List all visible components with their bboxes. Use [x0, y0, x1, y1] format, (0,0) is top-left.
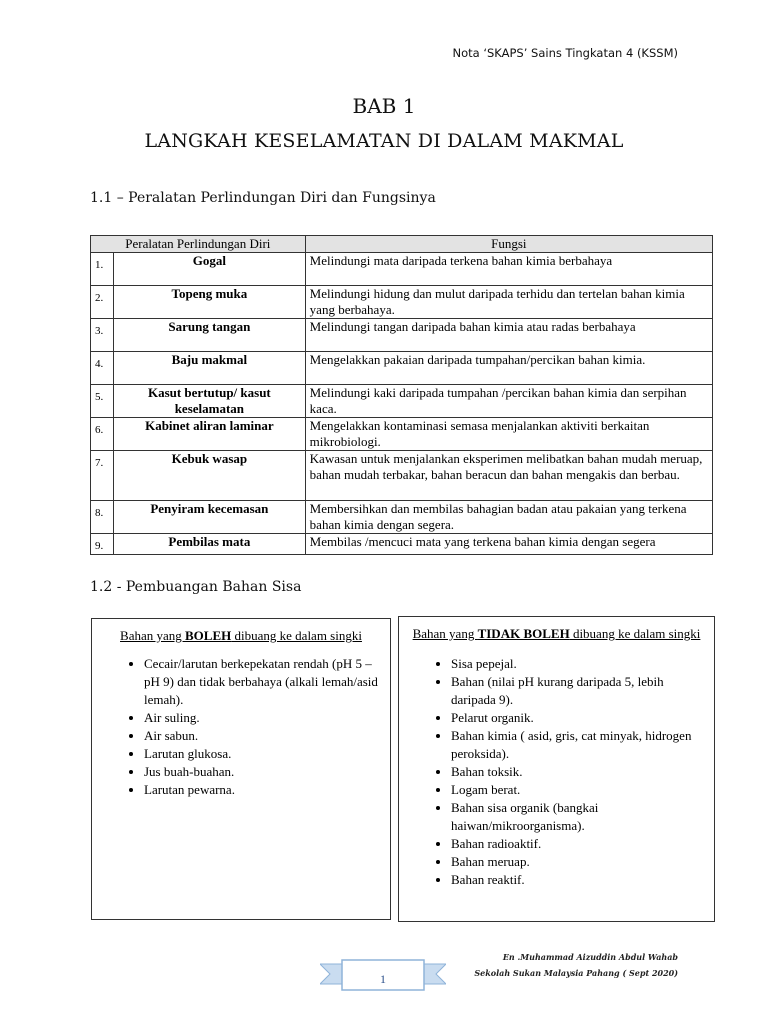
equipment-function: Kawasan untuk menjalankan eksperimen melibatkan bahan mudah meruap, bahan mudah terbakar, bahan beracun dan bahan mengakis dan berbau.	[305, 451, 712, 501]
section-heading-waste: 1.2 - Pembuangan Bahan Sisa	[90, 579, 302, 595]
equipment-name: Topeng muka	[114, 286, 306, 319]
table-row	[91, 418, 713, 451]
equipment-name: Kasut bertutup/ kasut keselamatan	[114, 385, 306, 418]
row-number: 7.	[91, 451, 114, 501]
list-item: • Air suling.	[144, 709, 390, 727]
table-row	[91, 253, 713, 286]
table-row	[91, 501, 713, 534]
cannot-title-post: dibuang ke dalam singki	[569, 626, 701, 641]
row-number: 9.	[91, 534, 114, 555]
list-item: • Bahan kimia ( asid, gris, cat minyak, hidrogen peroksida).	[451, 727, 714, 763]
table-row	[91, 385, 713, 418]
footer-author: En .Muhammad Aizuddin Abdul Wahab	[502, 952, 678, 962]
row-number: 4.	[91, 352, 114, 385]
row-number: 1.	[91, 253, 114, 286]
list-item: • Larutan pewarna.	[144, 781, 390, 799]
equipment-function: Melindungi mata daripada terkena bahan kimia berbahaya	[305, 253, 712, 286]
cannot-dispose-title	[399, 625, 714, 643]
section-heading-ppe: 1.1 – Peralatan Perlindungan Diri dan Fungsinya	[90, 190, 436, 206]
equipment-function: Membilas /mencuci mata yang terkena bahan kimia dengan segera	[305, 534, 712, 555]
can-dispose-list	[92, 655, 390, 799]
list-item: • Air sabun.	[144, 727, 390, 745]
table-row	[91, 319, 713, 352]
list-item: • Bahan (nilai pH kurang daripada 5, lebih daripada 9).	[451, 673, 714, 709]
cannot-dispose-box	[398, 616, 715, 922]
can-title-pre: Bahan yang	[120, 628, 186, 643]
row-number: 3.	[91, 319, 114, 352]
table-header-function: Fungsi	[305, 236, 712, 253]
equipment-function: Membersihkan dan membilas bahagian badan atau pakaian yang terkena bahan kimia dengan segera.	[305, 501, 712, 534]
equipment-function: Melindungi hidung dan mulut daripada terhidu dan tertelan bahan kimia yang berbahaya.	[305, 286, 712, 319]
list-item: • Logam berat.	[451, 781, 714, 799]
equipment-function: Melindungi kaki daripada tumpahan /percikan bahan kimia dan serpihan kaca.	[305, 385, 712, 418]
header-note: Nota ‘SKAPS’ Sains Tingkatan 4 (KSSM)	[452, 46, 678, 60]
chapter-number: BAB 1	[352, 94, 416, 118]
list-item: • Pelarut organik.	[451, 709, 714, 727]
table-row	[91, 451, 713, 501]
equipment-name: Kebuk wasap	[114, 451, 306, 501]
row-number: 5.	[91, 385, 114, 418]
equipment-name: Pembilas mata	[114, 534, 306, 555]
cannot-dispose-list	[399, 655, 714, 889]
table-row	[91, 286, 713, 319]
equipment-function: Mengelakkan pakaian daripada tumpahan/percikan bahan kimia.	[305, 352, 712, 385]
table-header-row	[91, 236, 713, 253]
table-row	[91, 534, 713, 555]
equipment-name: Penyiram kecemasan	[114, 501, 306, 534]
cannot-title-pre: Bahan yang	[412, 626, 478, 641]
can-dispose-title	[92, 627, 390, 645]
list-item: • Bahan toksik.	[451, 763, 714, 781]
page-number: 1	[380, 972, 386, 986]
table-row	[91, 352, 713, 385]
row-number: 8.	[91, 501, 114, 534]
can-title-bold: BOLEH	[185, 628, 232, 643]
list-item: • Bahan sisa organik (bangkai haiwan/mikroorganisma).	[451, 799, 714, 835]
list-item: • Jus buah-buahan.	[144, 763, 390, 781]
equipment-name: Gogal	[114, 253, 306, 286]
cannot-title-bold: TIDAK BOLEH	[477, 626, 570, 641]
can-dispose-box	[91, 618, 391, 920]
list-item: • Larutan glukosa.	[144, 745, 390, 763]
equipment-name: Sarung tangan	[114, 319, 306, 352]
table-header-equipment: Peralatan Perlindungan Diri	[91, 236, 306, 253]
row-number: 6.	[91, 418, 114, 451]
can-title-post: dibuang ke dalam singki	[231, 628, 362, 643]
footer-school: Sekolah Sukan Malaysia Pahang ( Sept 2020)	[474, 968, 678, 978]
list-item: • Cecair/larutan berkepekatan rendah (pH 5 – pH 9) dan tidak berbahaya (alkali lemah/asid lemah).	[144, 655, 390, 709]
chapter-title: LANGKAH KESELAMATAN DI DALAM MAKMAL	[144, 130, 624, 152]
list-item: • Sisa pepejal.	[451, 655, 714, 673]
list-item: • Bahan meruap.	[451, 853, 714, 871]
list-item: • Bahan reaktif.	[451, 871, 714, 889]
equipment-name: Kabinet aliran laminar	[114, 418, 306, 451]
equipment-function: Melindungi tangan daripada bahan kimia atau radas berbahaya	[305, 319, 712, 352]
list-item: • Bahan radioaktif.	[451, 835, 714, 853]
ppe-table	[90, 235, 713, 555]
equipment-function: Mengelakkan kontaminasi semasa menjalankan aktiviti berkaitan mikrobiologi.	[305, 418, 712, 451]
row-number: 2.	[91, 286, 114, 319]
equipment-name: Baju makmal	[114, 352, 306, 385]
